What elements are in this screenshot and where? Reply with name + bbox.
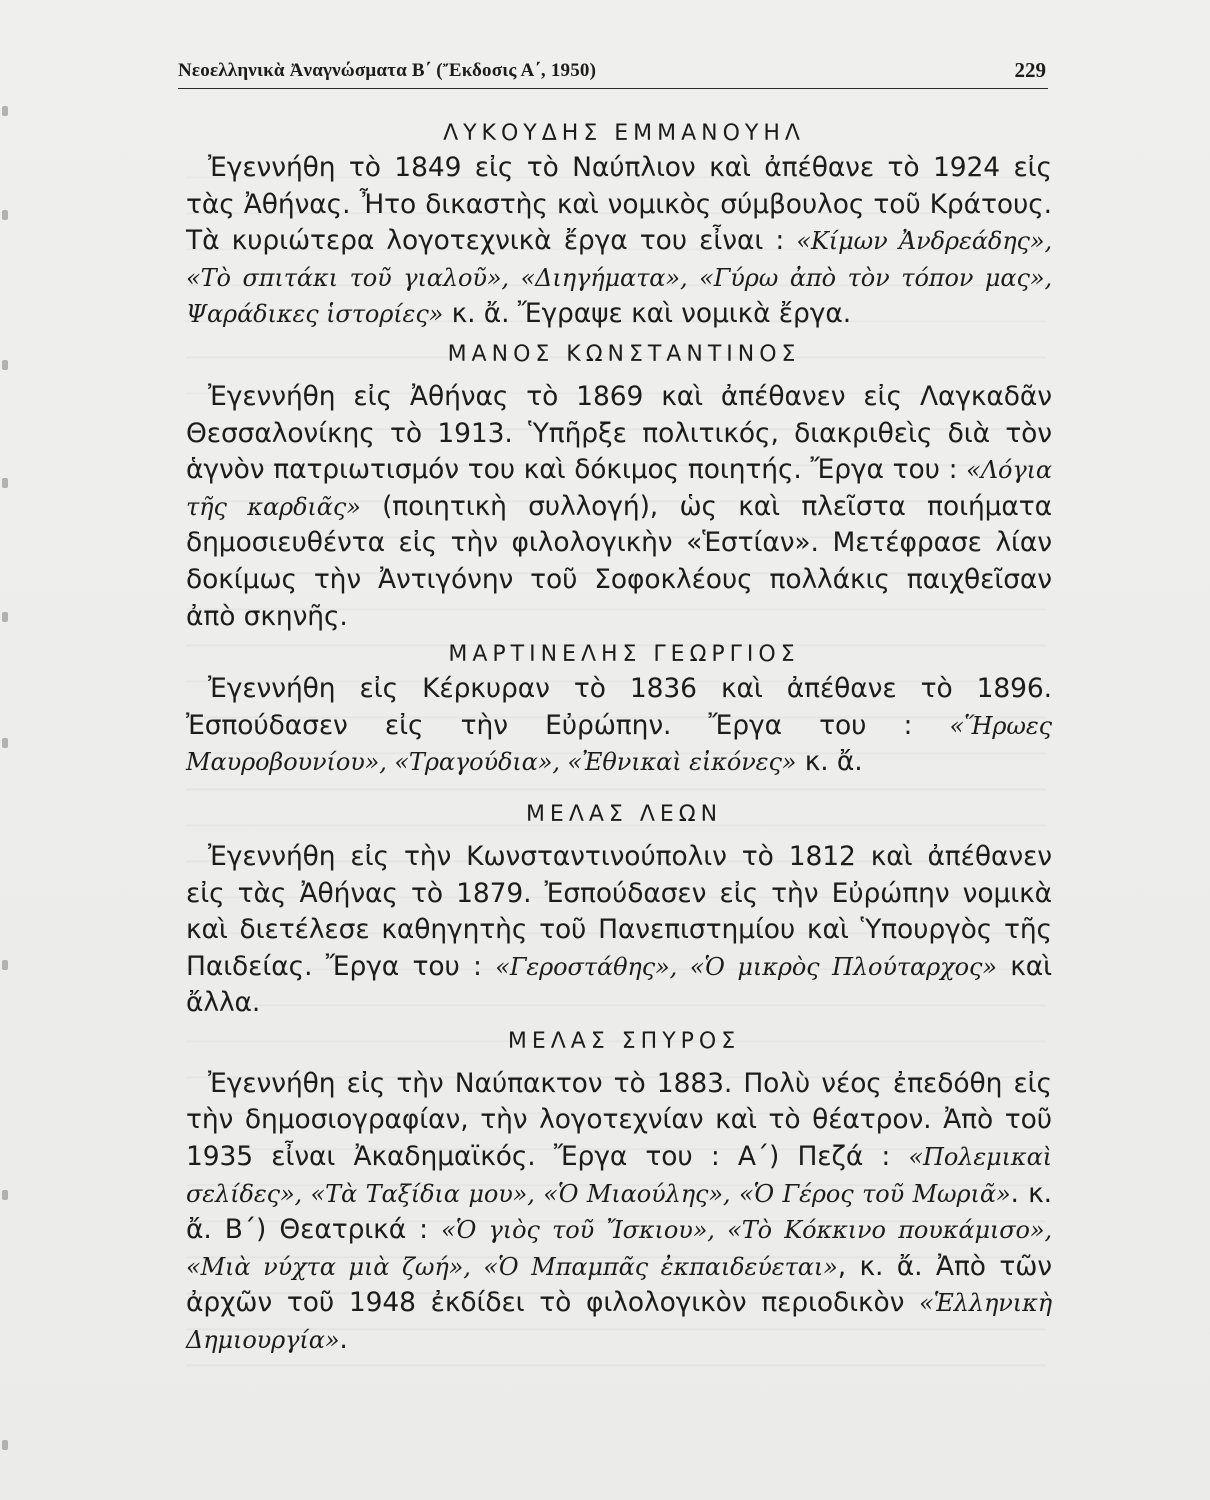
biography-entry bbox=[186, 339, 1052, 635]
entry-text: Ἐγεννήθη εἰς Κέρκυραν τὸ 1836 καὶ ἀπέθανε τὸ 1896. Ἐσπούδασεν εἰς τὴν Εὐρώπην. Ἔργα του : bbox=[186, 673, 1052, 741]
entry-name: ΛΥΚΟΥΔΗΣ ΕΜΜΑΝΟΥΗΛ bbox=[443, 121, 805, 146]
entry-text: . κ. ἄ. Β΄) Θεατρικά : bbox=[186, 1177, 1052, 1246]
work-title-italic: «Ἥρωες Μαυροβουνίου», «Τραγούδια», «Ἐθνικαὶ εἰκόνες» bbox=[186, 711, 1052, 777]
scan-mark bbox=[2, 1190, 8, 1200]
scan-mark bbox=[2, 960, 8, 970]
entry-text: κ. ἄ. Ἔγραψε καὶ νομικὰ ἔργα. bbox=[443, 298, 852, 330]
scan-mark bbox=[2, 612, 8, 622]
work-title-italic: «Λόγια τῆς καρδιᾶς» bbox=[186, 456, 1052, 521]
entry-name: ΜΕΛΑΣ ΣΠΥΡΟΣ bbox=[507, 1028, 741, 1054]
entry-text: Ἐγεννήθη εἰς τὴν Κωνσταντινούπολιν τὸ 1812 καὶ ἀπέθανεν εἰς τὰς Ἀθήνας τὸ 1879. Ἐσπούδασεν εἰς τὴν Εὐρώπην νομικὰ καὶ διετέλεσε καθηγητὴς τοῦ Πανεπιστημίου καὶ Ὑπουργὸς τῆς Παιδείας. Ἔργα του : bbox=[186, 840, 1052, 982]
entry-name: ΜΑΝΟΣ ΚΩΝΣΤΑΝΤΙΝΟΣ bbox=[447, 341, 801, 367]
work-title-italic: «Πολεμικαὶ σελίδες», «Τὰ Ταξίδια μου», «Ὁ Μιαούλης», «Ὁ Γέρος τοῦ Μωριᾶ» bbox=[186, 1143, 1052, 1208]
page-number: 229 bbox=[1014, 58, 1046, 82]
entry-text: Ἐγεννήθη τὸ 1849 εἰς τὸ Ναύπλιον καὶ ἀπέθανε τὸ 1924 εἰς τὰς Ἀθήνας. Ἦτο δικαστὴς καὶ νομικὸς σύμβουλος τοῦ Κράτους. Τὰ κυριώτερα λογοτεχνικὰ ἔργα του εἶναι : bbox=[186, 152, 1052, 257]
work-title-italic: «Γεροστάθης», «Ὁ μικρὸς Πλούταρχος» bbox=[495, 952, 997, 981]
biography-entry bbox=[186, 639, 1052, 781]
entry-name: ΜΕΛΑΣ ΛΕΩΝ bbox=[525, 801, 723, 827]
scan-mark bbox=[2, 1440, 8, 1450]
entry-body bbox=[186, 839, 1052, 1022]
entry-text: . bbox=[339, 1324, 348, 1356]
scan-mark bbox=[2, 210, 8, 220]
scan-mark bbox=[2, 106, 8, 116]
biography-entry bbox=[186, 799, 1052, 1022]
running-header-title: Νεοελληνικὰ Ἀναγνώσματα Β΄ (Ἔκδοσις Α΄, 1950) bbox=[178, 60, 597, 81]
entry-text: κ. ἄ. bbox=[796, 746, 863, 778]
entry-body bbox=[186, 150, 1052, 333]
entry-text: (ποιητικὴ συλλογή), ὡς καὶ πλεῖστα ποιήματα δημοσιευθέντα εἰς τὴν φιλολογικὴν «Ἑστίαν». Μετέφρασε λίαν δοκίμως τὴν Ἀντιγόνην τοῦ Σοφοκλέους πολλάκις παιχθεῖσαν ἀπὸ σκηνῆς. bbox=[186, 490, 1052, 632]
work-title-italic: «Κίμων Ἀνδρεάδης», «Τὸ σπιτάκι τοῦ γιαλοῦ», «Διηγήματα», «Γύρω ἀπὸ τὸν τόπον μας», Ψαράδικες ἱστορίες» bbox=[186, 227, 1052, 329]
biography-entry bbox=[186, 118, 1052, 333]
entry-body bbox=[186, 1066, 1052, 1359]
entry-text: Ἐγεννήθη εἰς Ἀθήνας τὸ 1869 καὶ ἀπέθανεν εἰς Λαγκαδᾶν Θεσσαλονίκης τὸ 1913. Ὑπῆρξε πολιτικός, διακριθεὶς διὰ τὸν ἁγνὸν πατριωτισμόν του καὶ δόκιμος ποιητής. Ἔργα του : bbox=[186, 380, 1052, 486]
running-header bbox=[178, 58, 1048, 89]
scan-mark bbox=[2, 478, 8, 488]
work-title-italic: «Ὁ γιὸς τοῦ Ἴσκιου», «Τὸ Κόκκινο πουκάμισο», «Μιὰ νύχτα μιὰ ζωή», «Ὁ Μπαμπᾶς ἐκπαιδεύεται» bbox=[186, 1216, 1052, 1281]
entry-name: ΜΑΡΤΙΝΕΛΗΣ ΓΕΩΡΓΙΟΣ bbox=[448, 642, 800, 668]
entry-body bbox=[186, 671, 1052, 781]
entry-text: Ἐγεννήθη εἰς τὴν Ναύπακτον τὸ 1883. Πολὺ νέος ἐπεδόθη εἰς τὴν δημοσιογραφίαν, τὴν λογοτεχνίαν καὶ τὸ θέατρον. Ἀπὸ τοῦ 1935 εἶναι Ἀκαδημαϊκός. Ἔργα του : Α΄) Πεζά : bbox=[186, 1067, 1052, 1173]
entry-body bbox=[186, 379, 1052, 635]
entry-text: , κ. ἄ. Ἀπὸ τῶν ἀρχῶν τοῦ 1948 ἐκδίδει τὸ φιλολογικὸν περιοδικὸν bbox=[186, 1250, 1052, 1319]
scan-mark bbox=[2, 360, 8, 370]
work-title-italic: «Ἑλληνικὴ Δημιουργία» bbox=[186, 1289, 1052, 1355]
biography-list bbox=[186, 118, 1052, 1363]
entry-text: καὶ ἄλλα. bbox=[186, 950, 1052, 1019]
left-margin-scan-marks bbox=[0, 0, 20, 1500]
biography-entry bbox=[186, 1026, 1052, 1359]
scan-mark bbox=[2, 738, 8, 748]
